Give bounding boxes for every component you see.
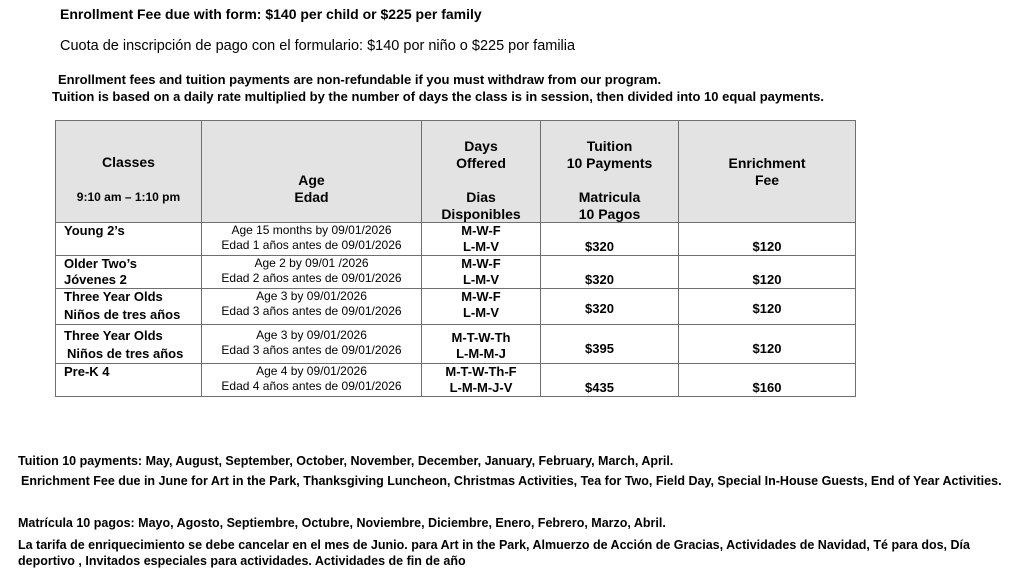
tuition-basis: Tuition is based on a daily rate multiplied by the number of days the class is in session, then divided into 10 equal payments.	[52, 89, 824, 104]
header-fee-label: Fee	[754, 172, 780, 188]
header-enrichment-label: Enrichment	[728, 155, 806, 171]
header-tuition	[541, 121, 679, 223]
age-requirement: Age 3 by 09/01/2026 Edad 3 años antes de 09/01/2026	[202, 325, 422, 364]
table-row	[56, 289, 856, 325]
age-requirement: Age 2 by 09/01 /2026 Edad 2 años antes de 09/01/2026	[202, 256, 422, 289]
enrollment-fee-es: Cuota de inscripción de pago con el formulario: $140 por niño o $225 por familia	[60, 38, 576, 54]
enrichment-fee: $120	[679, 325, 856, 364]
refund-policy: Enrollment fees and tuition payments are non-refundable if you must withdraw from our program.	[58, 72, 662, 87]
header-age-label: Age	[298, 172, 325, 188]
enrichment-fee: $120	[679, 256, 856, 289]
header-age	[202, 121, 422, 223]
class-name: Pre-K 4	[56, 364, 202, 397]
tuition-amount: $320	[541, 256, 679, 289]
enrichment-fee: $120	[679, 289, 856, 325]
class-name: Three Year Olds Niños de tres años	[56, 325, 202, 364]
header-classes-label: Classes	[102, 154, 155, 170]
enrichment-fee: $120	[679, 223, 856, 256]
header-matricula-label: Matricula	[578, 189, 641, 205]
enrichment-fee-note-es: La tarifa de enriquecimiento se debe cancelar en el mes de Junio. para Art in the Park, Almuerzo de Acción de Gracias, Actividades de Navidad, Té para dos, Día deportivo , Invitados especiales para actividades. Actividades de fin de año	[18, 538, 970, 568]
header-tuition-label: Tuition	[586, 138, 633, 154]
header-days-label: Days	[464, 138, 498, 154]
days-offered: M-T-W-Th-F L-M-M-J-V	[422, 364, 541, 397]
class-name: Young 2’s	[56, 223, 202, 256]
tuition-amount: $320	[541, 289, 679, 325]
table-row	[56, 256, 856, 289]
age-requirement: Age 3 by 09/01/2026 Edad 3 años antes de 09/01/2026	[202, 289, 422, 325]
header-offered-label: Offered	[456, 155, 506, 171]
class-name: Older Two’s Jóvenes 2	[56, 256, 202, 289]
class-name: Three Year Olds Niños de tres años	[56, 289, 202, 325]
age-requirement: Age 15 months by 09/01/2026 Edad 1 años antes de 09/01/2026	[202, 223, 422, 256]
days-offered: M-W-F L-M-V	[422, 289, 541, 325]
header-edad-label: Edad	[294, 189, 329, 205]
enrollment-fee-en: Enrollment Fee due with form: $140 per child or $225 per family	[60, 6, 482, 22]
header-classes	[56, 121, 202, 223]
table-row	[56, 223, 856, 256]
tuition-amount: $395	[541, 325, 679, 364]
header-days	[422, 121, 541, 223]
age-requirement: Age 4 by 09/01/2026 Edad 4 años antes de 09/01/2026	[202, 364, 422, 397]
class-schedule-table	[55, 120, 856, 397]
header-class-time: 9:10 am – 1:10 pm	[76, 190, 181, 204]
tuition-payment-months-es: Matrícula 10 pagos: Mayo, Agosto, Septiembre, Octubre, Noviembre, Diciembre, Enero, Febrero, Marzo, Abril.	[18, 516, 666, 530]
enrichment-fee-note-en: Enrichment Fee due in June for Art in the Park, Thanksgiving Luncheon, Christmas Activities, Tea for Two, Field Day, Special In-House Guests, End of Year Activities.	[21, 474, 1002, 488]
header-dias-label: Dias	[466, 189, 496, 205]
header-tuition-payments: 10 Payments	[566, 155, 653, 171]
header-disponibles-label: Disponibles	[441, 206, 521, 222]
days-offered: M-T-W-Th L-M-M-J	[422, 325, 541, 364]
table-header-row	[56, 121, 856, 223]
enrichment-fee: $160	[679, 364, 856, 397]
tuition-amount: $435	[541, 364, 679, 397]
table-row	[56, 325, 856, 364]
days-offered: M-W-F L-M-V	[422, 223, 541, 256]
header-matricula-pagos: 10 Pagos	[578, 206, 641, 222]
tuition-amount: $320	[541, 223, 679, 256]
tuition-payment-months-en: Tuition 10 payments: May, August, September, October, November, December, January, February, March, April.	[18, 454, 674, 468]
days-offered: M-W-F L-M-V	[422, 256, 541, 289]
table-row	[56, 364, 856, 397]
header-enrichment	[679, 121, 856, 223]
